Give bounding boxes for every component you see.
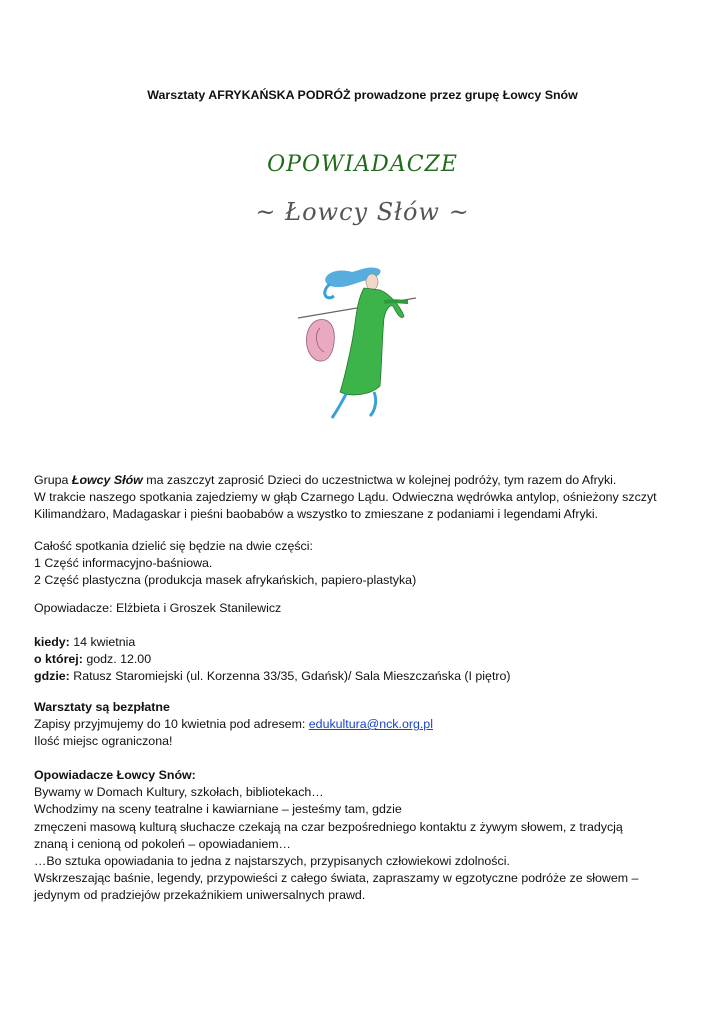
storyteller-illustration: [290, 262, 430, 442]
logo-title: OPOWIADACZE: [267, 152, 458, 177]
storytellers-line: Opowiadacze: Elżbieta i Groszek Stanilewicz: [34, 601, 282, 615]
when-value: 14 kwietnia: [69, 635, 136, 649]
head-shape: [366, 274, 378, 290]
event-details: [34, 634, 694, 686]
logo-subtitle: ~ Łowcy Słów ~: [255, 198, 470, 226]
dress-shape: [340, 288, 404, 395]
free-heading: Warsztaty są bezpłatne: [34, 700, 170, 714]
email-link[interactable]: edukultura@nck.org.pl: [308, 717, 433, 732]
signup-section: Warsztaty są bezpłatne Zapisy przyjmujemy do 10 kwietnia pod adresem: edukultura@nck.org.pl Ilość miejsc ograniczona!: [34, 700, 433, 749]
intro-paragraph: Grupa Łowcy Słów ma zaszczyt zaprosić Dzieci do uczestnictwa w kolejnej podróży, tym razem do Afryki. W trakcie naszego spotkania zajedziemy w głąb Czarnego Lądu. Odwieczna wędrówka antylop, ośnieżony szczyt Kilimandżaro, Madagaskar i pieśni baobabów a wszystko to zmieszane z podaniami i legendami Afryki.: [34, 473, 657, 522]
bundle-shape: [306, 320, 334, 362]
about-heading: Opowiadacze Łowcy Snów:: [34, 768, 196, 782]
part-item: 2 Część plastyczna (produkcja masek afrykańskich, papiero-plastyka): [34, 573, 417, 588]
foot-shape: [332, 394, 346, 418]
time-value: godz. 12.00: [82, 652, 152, 667]
when-label: kiedy:: [34, 635, 70, 649]
group-name: Łowcy Słów: [71, 473, 143, 487]
parts-list: Całość spotkania dzielić się będzie na dwie części: 1 Część informacyjno-baśniowa. 2 Część plastyczna (produkcja masek afrykańskich, papiero-plastyka): [34, 538, 694, 590]
where-value: Ratusz Staromiejski (ul. Korzenna 33/35, Gdańsk)/ Sala Mieszczańska (I piętro): [69, 669, 511, 684]
part-item: 1 Część informacyjno-baśniowa.: [34, 556, 213, 571]
time-label: o której:: [34, 652, 83, 667]
about-section: Opowiadacze Łowcy Snów: Bywamy w Domach Kultury, szkołach, bibliotekach… Wchodzimy na sceny teatralne i kawiarniane – jesteśmy tam, gdzie zmęczeni masową kulturą słuchacze czekają na czar bezpośredniego kontaktu z żywym słowem, z tradycją znaną i cenioną od pokoleń – opowiadaniem… …Bo sztuka opowiadania to jedna z najstarszych, przypisanych człowiekowi zdolności. Wskrzeszając baśnie, legendy, przypowieści z całego świata, zapraszamy w egzotyczne podróże ze słowem – jedynym od pradziejów przekaźnikiem uniwersalnych prawd.: [34, 768, 639, 903]
document-heading: Warsztaty AFRYKAŃSKA PODRÓŻ prowadzone przez grupę Łowcy Snów: [147, 88, 578, 102]
where-label: gdzie:: [34, 669, 70, 684]
